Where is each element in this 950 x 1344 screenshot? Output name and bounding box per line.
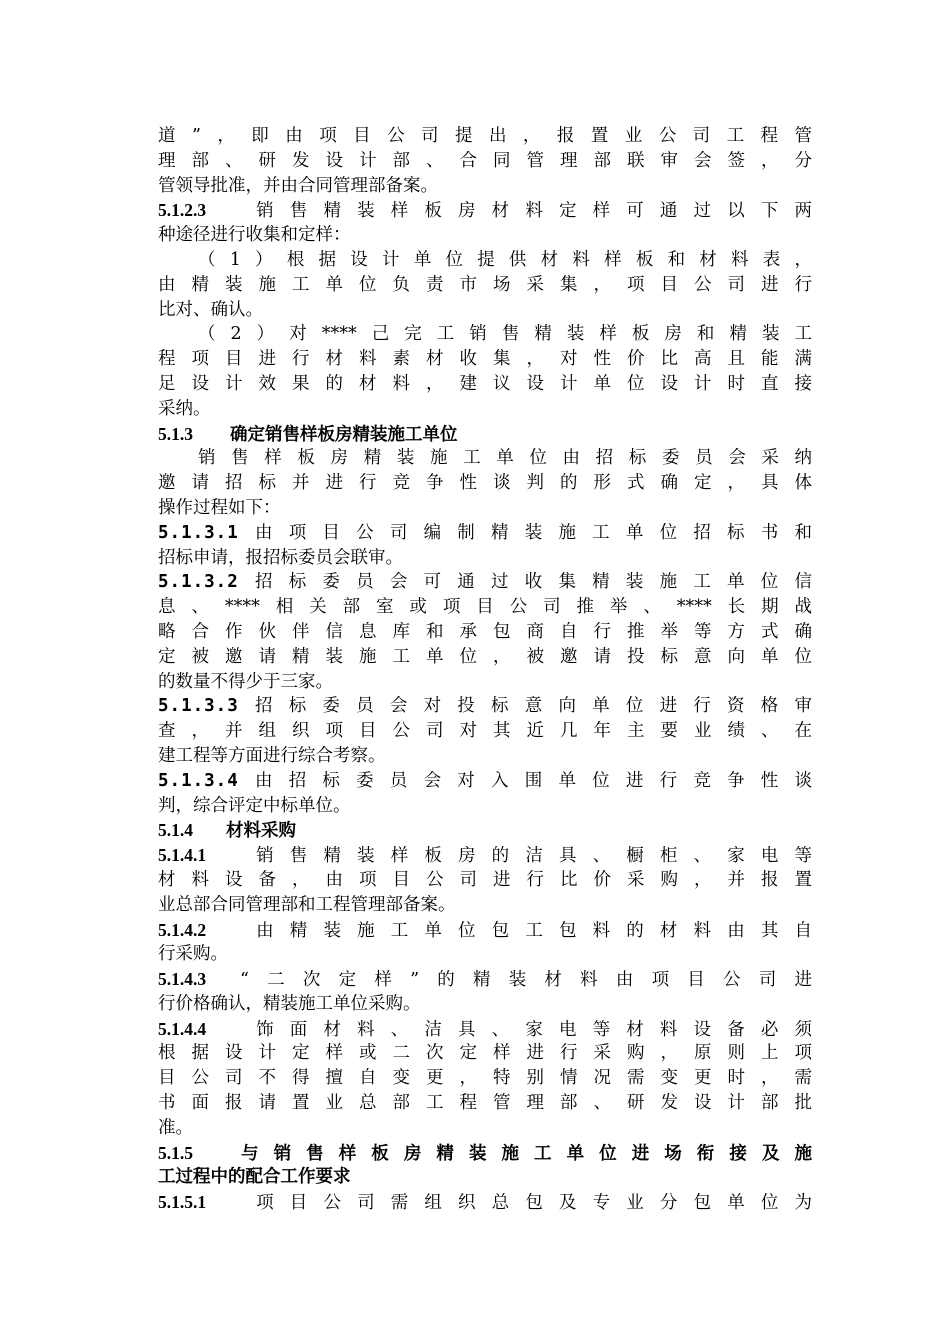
text-line: 比​对​、​确​认​。 xyxy=(158,299,263,320)
text-line: 足​设​计​效​果​的​材​料​，​建​议​设​计​单​位​设​计​时​直​接 xyxy=(158,373,812,394)
section-heading: 5.1.5 与​销​售​样​板​房​精​装​施​工​单​位​进​场​衔​接​及​施 xyxy=(158,1142,812,1164)
section-number: 5.1.5 xyxy=(158,1142,193,1163)
text-line: 程​项​目​进​行​材​料​素​材​收​集​，​对​性​价​比​高​且​能​满 xyxy=(158,349,812,370)
text-line: 息​、​*​*​*​*​相​关​部​室​或​项​目​公​司​推​举​、​*​*​*​*​长​期​战 xyxy=(158,597,812,618)
section-number: 5.1.4.1 xyxy=(158,845,207,866)
section-line: 5.1.4.1 销​售​精​装​样​板​房​的​洁​具​、​橱​柜​、​家​电​等 xyxy=(158,845,812,867)
section-number: 5.1.2.3 xyxy=(158,200,207,221)
section-line: 5.1.4.4 饰​面​材​料​、​洁​具​、​家​电​等​材​料​设​备​必​须 xyxy=(158,1018,812,1040)
section-heading: 5.1.3 确​定​销​售​样​板​房​精​装​施​工​单​位 xyxy=(158,423,458,445)
text-line: 行​采​购​。 xyxy=(158,944,228,965)
section-line: 5.1.5.1 项​目​公​司​需​组​织​总​包​及​专​业​分​包​单​位​为 xyxy=(158,1192,812,1214)
text-line: 行​价​格​确​认​，​精​装​施​工​单​位​采​购​。 xyxy=(158,993,421,1014)
text-line: 查​，​并​组​织​项​目​公​司​对​其​近​几​年​主​要​业​绩​、​在 xyxy=(158,721,812,742)
text-line: 定​被​邀​请​精​装​施​工​单​位​，​被​邀​请​投​标​意​向​单​位 xyxy=(158,646,812,667)
section-number: 5.1.4.2 xyxy=(158,919,207,940)
text-line: 建​工​程​等​方​面​进​行​综​合​考​察​。 xyxy=(158,745,386,766)
section-number: 5.1.4 xyxy=(158,820,193,841)
text-line: 准​。 xyxy=(158,1117,193,1138)
text-line: 根​据​设​计​定​样​或​二​次​定​样​进​行​采​购​，​原​则​上​项 xyxy=(158,1043,812,1064)
section-line: 5.1.3.2招​标​委​员​会​可​通​过​收​集​精​装​施​工​单​位​信 xyxy=(158,570,812,595)
text-line: 略​合​作​伙​伴​信​息​库​和​承​包​商​自​行​推​举​等​方​式​确 xyxy=(158,621,812,642)
text-line: 邀​请​招​标​并​进​行​竞​争​性​谈​判​的​形​式​确​定​，​具​体 xyxy=(158,473,812,494)
text-line: （​2​）​对​*​*​*​*​己​完​工​销​售​精​装​样​板​房​和​精​装​工 xyxy=(198,324,812,345)
section-heading: 5.1.4 材​料​采​购 xyxy=(158,820,296,842)
section-line: 5.1.3.3招​标​委​员​会​对​投​标​意​向​单​位​进​行​资​格​审 xyxy=(158,694,812,719)
text-line: 的​数​量​不​得​少​于​三​家​。 xyxy=(158,671,333,692)
document-page xyxy=(158,124,812,1215)
text-line: 目​公​司​不​得​擅​自​变​更​，​特​别​情​况​需​变​更​时​，​需 xyxy=(158,1068,812,1089)
section-line: 5.1.4.2 由​精​装​施​工​单​位​包​工​包​料​的​材​料​由​其​自 xyxy=(158,919,812,941)
text-line: 理​部​、​研​发​设​计​部​、​合​同​管​理​部​联​审​会​签​，​分 xyxy=(158,150,812,171)
text-line: 由​精​装​施​工​单​位​负​责​市​场​采​集​，​项​目​公​司​进​行 xyxy=(158,274,812,295)
text-line: 书​面​报​请​置​业​总​部​工​程​管​理​部​、​研​发​设​计​部​批 xyxy=(158,1093,812,1114)
section-number: 5.1.3.1 xyxy=(158,522,239,543)
section-number: 5.1.3.4 xyxy=(158,770,239,791)
section-number: 5.1.4.3 xyxy=(158,969,207,990)
text-line: （​1​）​根​据​设​计​单​位​提​供​材​料​样​板​和​材​料​表​， xyxy=(198,249,812,270)
section-number: 5.1.3.3 xyxy=(158,696,239,717)
section-number: 5.1.3.2 xyxy=(158,572,239,593)
text-line: 业​总​部​合​同​管​理​部​和​工​程​管​理​部​备​案​。 xyxy=(158,894,456,915)
section-line: 5.1.3.1由​项​目​公​司​编​制​精​装​施​工​单​位​招​标​书​和 xyxy=(158,521,812,546)
section-line: 5.1.2.3 销​售​精​装​样​板​房​材​料​定​样​可​通​过​以​下​两 xyxy=(158,200,812,222)
section-heading: 工​过​程​中​的​配​合​工​作​要​求 xyxy=(158,1167,351,1188)
text-line: 材​料​设​备​，​由​项​目​公​司​进​行​比​价​采​购​，​并​报​置 xyxy=(158,869,812,890)
text-line: 采​纳​。 xyxy=(158,398,211,419)
section-number: 5.1.5.1 xyxy=(158,1192,207,1213)
text-line: 判​，​综​合​评​定​中​标​单​位​。 xyxy=(158,795,351,816)
section-line: 5.1.3.4由​招​标​委​员​会​对​入​围​单​位​进​行​竞​争​性​谈 xyxy=(158,769,812,794)
text-line: 操​作​过​程​如​下​： xyxy=(158,497,281,518)
text-line: 销​售​样​板​房​精​装​施​工​单​位​由​招​标​委​员​会​采​纳 xyxy=(198,448,812,469)
section-line: 5.1.4.3 “​二​次​定​样​”​的​精​装​材​料​由​项​目​公​司​进 xyxy=(158,969,812,991)
text-line: 道​”​，​即​由​项​目​公​司​提​出​，​报​置​业​公​司​工​程​管 xyxy=(158,126,812,146)
section-number: 5.1.4.4 xyxy=(158,1018,207,1039)
section-number: 5.1.3 xyxy=(158,423,193,444)
text-line: 招​标​申​请​，​报​招​标​委​员​会​联​审​。 xyxy=(158,547,403,568)
text-line: 种​途​径​进​行​收​集​和​定​样​： xyxy=(158,225,351,246)
text-line: 管​领​导​批​准​，​并​由​合​同​管​理​部​备​案​。 xyxy=(158,175,438,196)
